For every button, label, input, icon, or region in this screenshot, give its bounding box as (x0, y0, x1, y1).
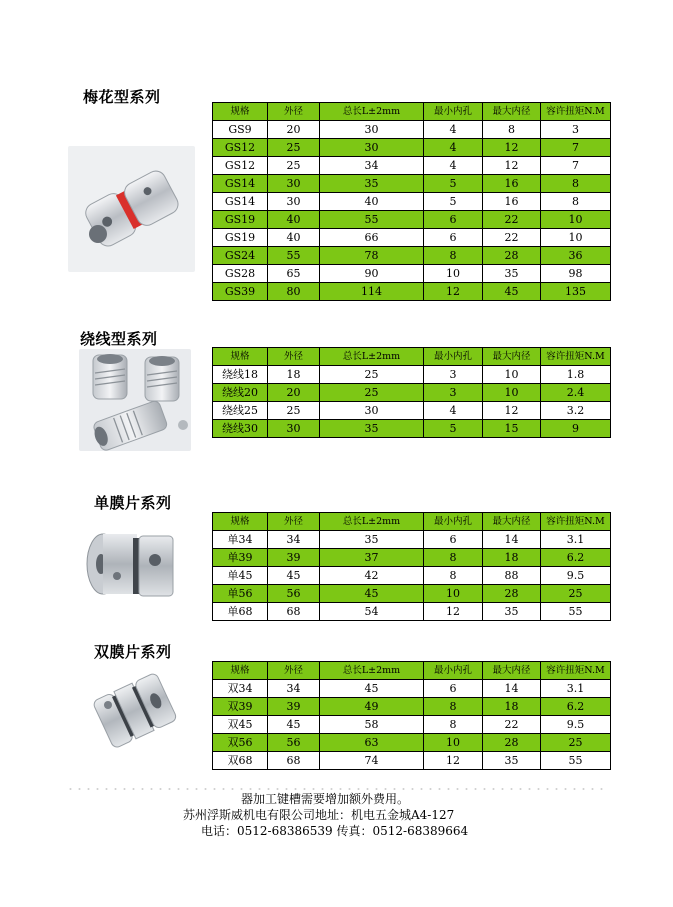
table-cell: 30 (268, 175, 320, 193)
table-cell: 35 (483, 265, 541, 283)
table-cell: 5 (424, 420, 483, 438)
table-cell: 35 (483, 603, 541, 621)
header-cell: 最大内径 (483, 513, 541, 531)
table-cell: 28 (483, 585, 541, 603)
table-cell: 16 (483, 193, 541, 211)
table-cell: 5 (424, 175, 483, 193)
header-cell: 总长L±2mm (320, 348, 424, 366)
header-cell: 规格 (213, 348, 268, 366)
table-cell: 8 (424, 549, 483, 567)
header-cell: 最大内径 (483, 348, 541, 366)
table-row (213, 247, 611, 265)
table-cell: GS28 (213, 265, 268, 283)
table-cell: 40 (268, 229, 320, 247)
table-cell: 4 (424, 139, 483, 157)
header-cell: 最小内孔 (424, 103, 483, 121)
table-cell: 12 (424, 603, 483, 621)
table-cell: 45 (320, 680, 424, 698)
header-cell: 容许扭矩N.M (541, 513, 611, 531)
table-cell: 绕线30 (213, 420, 268, 438)
table-cell: 114 (320, 283, 424, 301)
table-cell: 双45 (213, 716, 268, 734)
table-cell: 8 (424, 716, 483, 734)
table-cell: 双56 (213, 734, 268, 752)
section-title-plum: 梅花型系列 (83, 88, 161, 106)
header-cell: 总长L±2mm (320, 103, 424, 121)
table-cell: GS12 (213, 139, 268, 157)
table-cell: 10 (541, 211, 611, 229)
table-cell: 2.4 (541, 384, 611, 402)
table-cell: GS14 (213, 193, 268, 211)
table-cell: 74 (320, 752, 424, 770)
table-row (213, 567, 611, 585)
table-cell: 8 (424, 247, 483, 265)
table-row (213, 549, 611, 567)
table-cell: 55 (320, 211, 424, 229)
table-cell: 49 (320, 698, 424, 716)
header-cell: 容许扭矩N.M (541, 103, 611, 121)
table-cell: 3 (541, 121, 611, 139)
header-cell: 总长L±2mm (320, 513, 424, 531)
table-cell: 单56 (213, 585, 268, 603)
table-cell: 10 (424, 265, 483, 283)
table-cell: 36 (541, 247, 611, 265)
table-cell: 单68 (213, 603, 268, 621)
table-cell: 65 (268, 265, 320, 283)
table-cell: 90 (320, 265, 424, 283)
header-cell: 外径 (268, 662, 320, 680)
table-cell: 45 (320, 585, 424, 603)
header-cell: 规格 (213, 103, 268, 121)
header-cell: 容许扭矩N.M (541, 662, 611, 680)
table-cell: 12 (483, 139, 541, 157)
table-cell: 绕线20 (213, 384, 268, 402)
table-cell: 39 (268, 549, 320, 567)
single-disc-coupling-image (77, 516, 185, 610)
table-cell: 56 (268, 734, 320, 752)
table-cell: 40 (320, 193, 424, 211)
header-cell: 最小内孔 (424, 348, 483, 366)
header-cell: 外径 (268, 513, 320, 531)
table-cell: 10 (483, 384, 541, 402)
header-cell: 规格 (213, 513, 268, 531)
table-cell: 3 (424, 384, 483, 402)
table-cell: 14 (483, 531, 541, 549)
table-cell: 12 (483, 402, 541, 420)
header-cell: 规格 (213, 662, 268, 680)
table-cell: 10 (483, 366, 541, 384)
double-disc-coupling-image (86, 665, 183, 757)
table-cell: 8 (541, 193, 611, 211)
table-cell: GS9 (213, 121, 268, 139)
table-cell: 单45 (213, 567, 268, 585)
table-row (213, 193, 611, 211)
table-cell: 6.2 (541, 698, 611, 716)
table-cell: 25 (320, 384, 424, 402)
table-cell: 3 (424, 366, 483, 384)
table-row (213, 752, 611, 770)
table-cell: 55 (541, 752, 611, 770)
table-cell: 18 (268, 366, 320, 384)
plum-spec-table (212, 102, 611, 301)
table-cell: 10 (541, 229, 611, 247)
table-cell: 30 (268, 193, 320, 211)
table-cell: 8 (541, 175, 611, 193)
table-cell: 45 (483, 283, 541, 301)
table-cell: 14 (483, 680, 541, 698)
table-cell: 34 (268, 680, 320, 698)
table-cell: 58 (320, 716, 424, 734)
table-cell: GS24 (213, 247, 268, 265)
table-row (213, 603, 611, 621)
table-cell: 45 (268, 716, 320, 734)
table-cell: 绕线18 (213, 366, 268, 384)
table-cell: 12 (483, 157, 541, 175)
header-cell: 外径 (268, 103, 320, 121)
table-row (213, 211, 611, 229)
table-cell: 22 (483, 716, 541, 734)
table-cell: 16 (483, 175, 541, 193)
table-header-row (213, 662, 611, 680)
table-cell: 9.5 (541, 567, 611, 585)
table-cell: 4 (424, 121, 483, 139)
table-cell: 25 (541, 734, 611, 752)
table-cell: 18 (483, 549, 541, 567)
table-cell: GS39 (213, 283, 268, 301)
table-cell: 8 (483, 121, 541, 139)
table-cell: 63 (320, 734, 424, 752)
section-title-double-disc: 双膜片系列 (94, 643, 172, 661)
table-cell: 28 (483, 247, 541, 265)
table-cell: 30 (320, 139, 424, 157)
table-cell: 绕线25 (213, 402, 268, 420)
table-cell: GS19 (213, 229, 268, 247)
section-title-single-disc: 单膜片系列 (94, 494, 172, 512)
table-cell: 3.2 (541, 402, 611, 420)
table-cell: 54 (320, 603, 424, 621)
table-cell: 28 (483, 734, 541, 752)
table-cell: 6 (424, 680, 483, 698)
table-cell: 单34 (213, 531, 268, 549)
plum-coupling-image (68, 146, 195, 272)
header-cell: 最大内径 (483, 103, 541, 121)
header-cell: 总长L±2mm (320, 662, 424, 680)
table-cell: 88 (483, 567, 541, 585)
table-header-row (213, 513, 611, 531)
table-cell: 80 (268, 283, 320, 301)
table-cell: 4 (424, 402, 483, 420)
table-row (213, 531, 611, 549)
table-header-row (213, 348, 611, 366)
footer-address: 苏州浮斯威机电有限公司地址：机电五金城A4-127 (183, 808, 455, 822)
section-title-helical: 绕线型系列 (80, 330, 158, 348)
table-cell: 30 (320, 121, 424, 139)
header-cell: 容许扭矩N.M (541, 348, 611, 366)
table-cell: 66 (320, 229, 424, 247)
table-row (213, 175, 611, 193)
helical-coupling-image (79, 349, 191, 451)
table-row (213, 283, 611, 301)
table-cell: 12 (424, 752, 483, 770)
table-row (213, 229, 611, 247)
table-cell: 135 (541, 283, 611, 301)
table-cell: 22 (483, 229, 541, 247)
table-cell: 98 (541, 265, 611, 283)
table-row (213, 420, 611, 438)
table-cell: 双39 (213, 698, 268, 716)
table-cell: 8 (424, 567, 483, 585)
table-row (213, 265, 611, 283)
table-cell: 6.2 (541, 549, 611, 567)
table-cell: 7 (541, 157, 611, 175)
table-cell: 25 (268, 139, 320, 157)
table-cell: 8 (424, 698, 483, 716)
table-header-row (213, 103, 611, 121)
table-cell: 18 (483, 698, 541, 716)
table-cell: 42 (320, 567, 424, 585)
table-cell: 6 (424, 531, 483, 549)
table-cell: 9.5 (541, 716, 611, 734)
table-cell: 20 (268, 384, 320, 402)
table-cell: 35 (320, 420, 424, 438)
footer-note: 器加工键槽需要增加额外费用。 (241, 792, 410, 806)
table-cell: 25 (541, 585, 611, 603)
table-cell: 双34 (213, 680, 268, 698)
table-row (213, 698, 611, 716)
table-cell: 39 (268, 698, 320, 716)
table-cell: 12 (424, 283, 483, 301)
table-cell: 3.1 (541, 680, 611, 698)
table-cell: 37 (320, 549, 424, 567)
table-cell: 35 (320, 531, 424, 549)
table-cell: GS14 (213, 175, 268, 193)
table-cell: 25 (320, 366, 424, 384)
header-cell: 外径 (268, 348, 320, 366)
table-row (213, 157, 611, 175)
table-cell: GS12 (213, 157, 268, 175)
table-cell: 78 (320, 247, 424, 265)
header-cell: 最小内孔 (424, 662, 483, 680)
table-cell: 10 (424, 585, 483, 603)
footer-contact: 电话：0512-68386539 传真：0512-68389664 (201, 824, 469, 838)
table-cell: 6 (424, 229, 483, 247)
table-cell: 20 (268, 121, 320, 139)
table-row (213, 139, 611, 157)
table-cell: 56 (268, 585, 320, 603)
table-cell: 68 (268, 603, 320, 621)
table-cell: 6 (424, 211, 483, 229)
table-row (213, 121, 611, 139)
table-cell: 4 (424, 157, 483, 175)
table-cell: 1.8 (541, 366, 611, 384)
table-cell: 7 (541, 139, 611, 157)
helical-spec-table (212, 347, 611, 438)
table-cell: 单39 (213, 549, 268, 567)
table-row (213, 366, 611, 384)
table-cell: 10 (424, 734, 483, 752)
table-cell: 34 (268, 531, 320, 549)
table-row (213, 585, 611, 603)
table-cell: 22 (483, 211, 541, 229)
table-row (213, 384, 611, 402)
single-disc-spec-table (212, 512, 611, 621)
table-cell: 34 (320, 157, 424, 175)
double-disc-spec-table (212, 661, 611, 770)
table-cell: 15 (483, 420, 541, 438)
table-cell: 55 (541, 603, 611, 621)
table-cell: 25 (268, 402, 320, 420)
table-cell: 30 (320, 402, 424, 420)
table-cell: 35 (483, 752, 541, 770)
header-cell: 最大内径 (483, 662, 541, 680)
table-row (213, 402, 611, 420)
table-cell: 9 (541, 420, 611, 438)
table-cell: 3.1 (541, 531, 611, 549)
header-cell: 最小内孔 (424, 513, 483, 531)
table-cell: 5 (424, 193, 483, 211)
table-row (213, 716, 611, 734)
table-cell: 35 (320, 175, 424, 193)
table-row (213, 734, 611, 752)
table-cell: 40 (268, 211, 320, 229)
table-cell: 双68 (213, 752, 268, 770)
table-cell: 30 (268, 420, 320, 438)
table-row (213, 680, 611, 698)
table-cell: 55 (268, 247, 320, 265)
table-cell: 68 (268, 752, 320, 770)
table-cell: 25 (268, 157, 320, 175)
table-cell: 45 (268, 567, 320, 585)
table-cell: GS19 (213, 211, 268, 229)
